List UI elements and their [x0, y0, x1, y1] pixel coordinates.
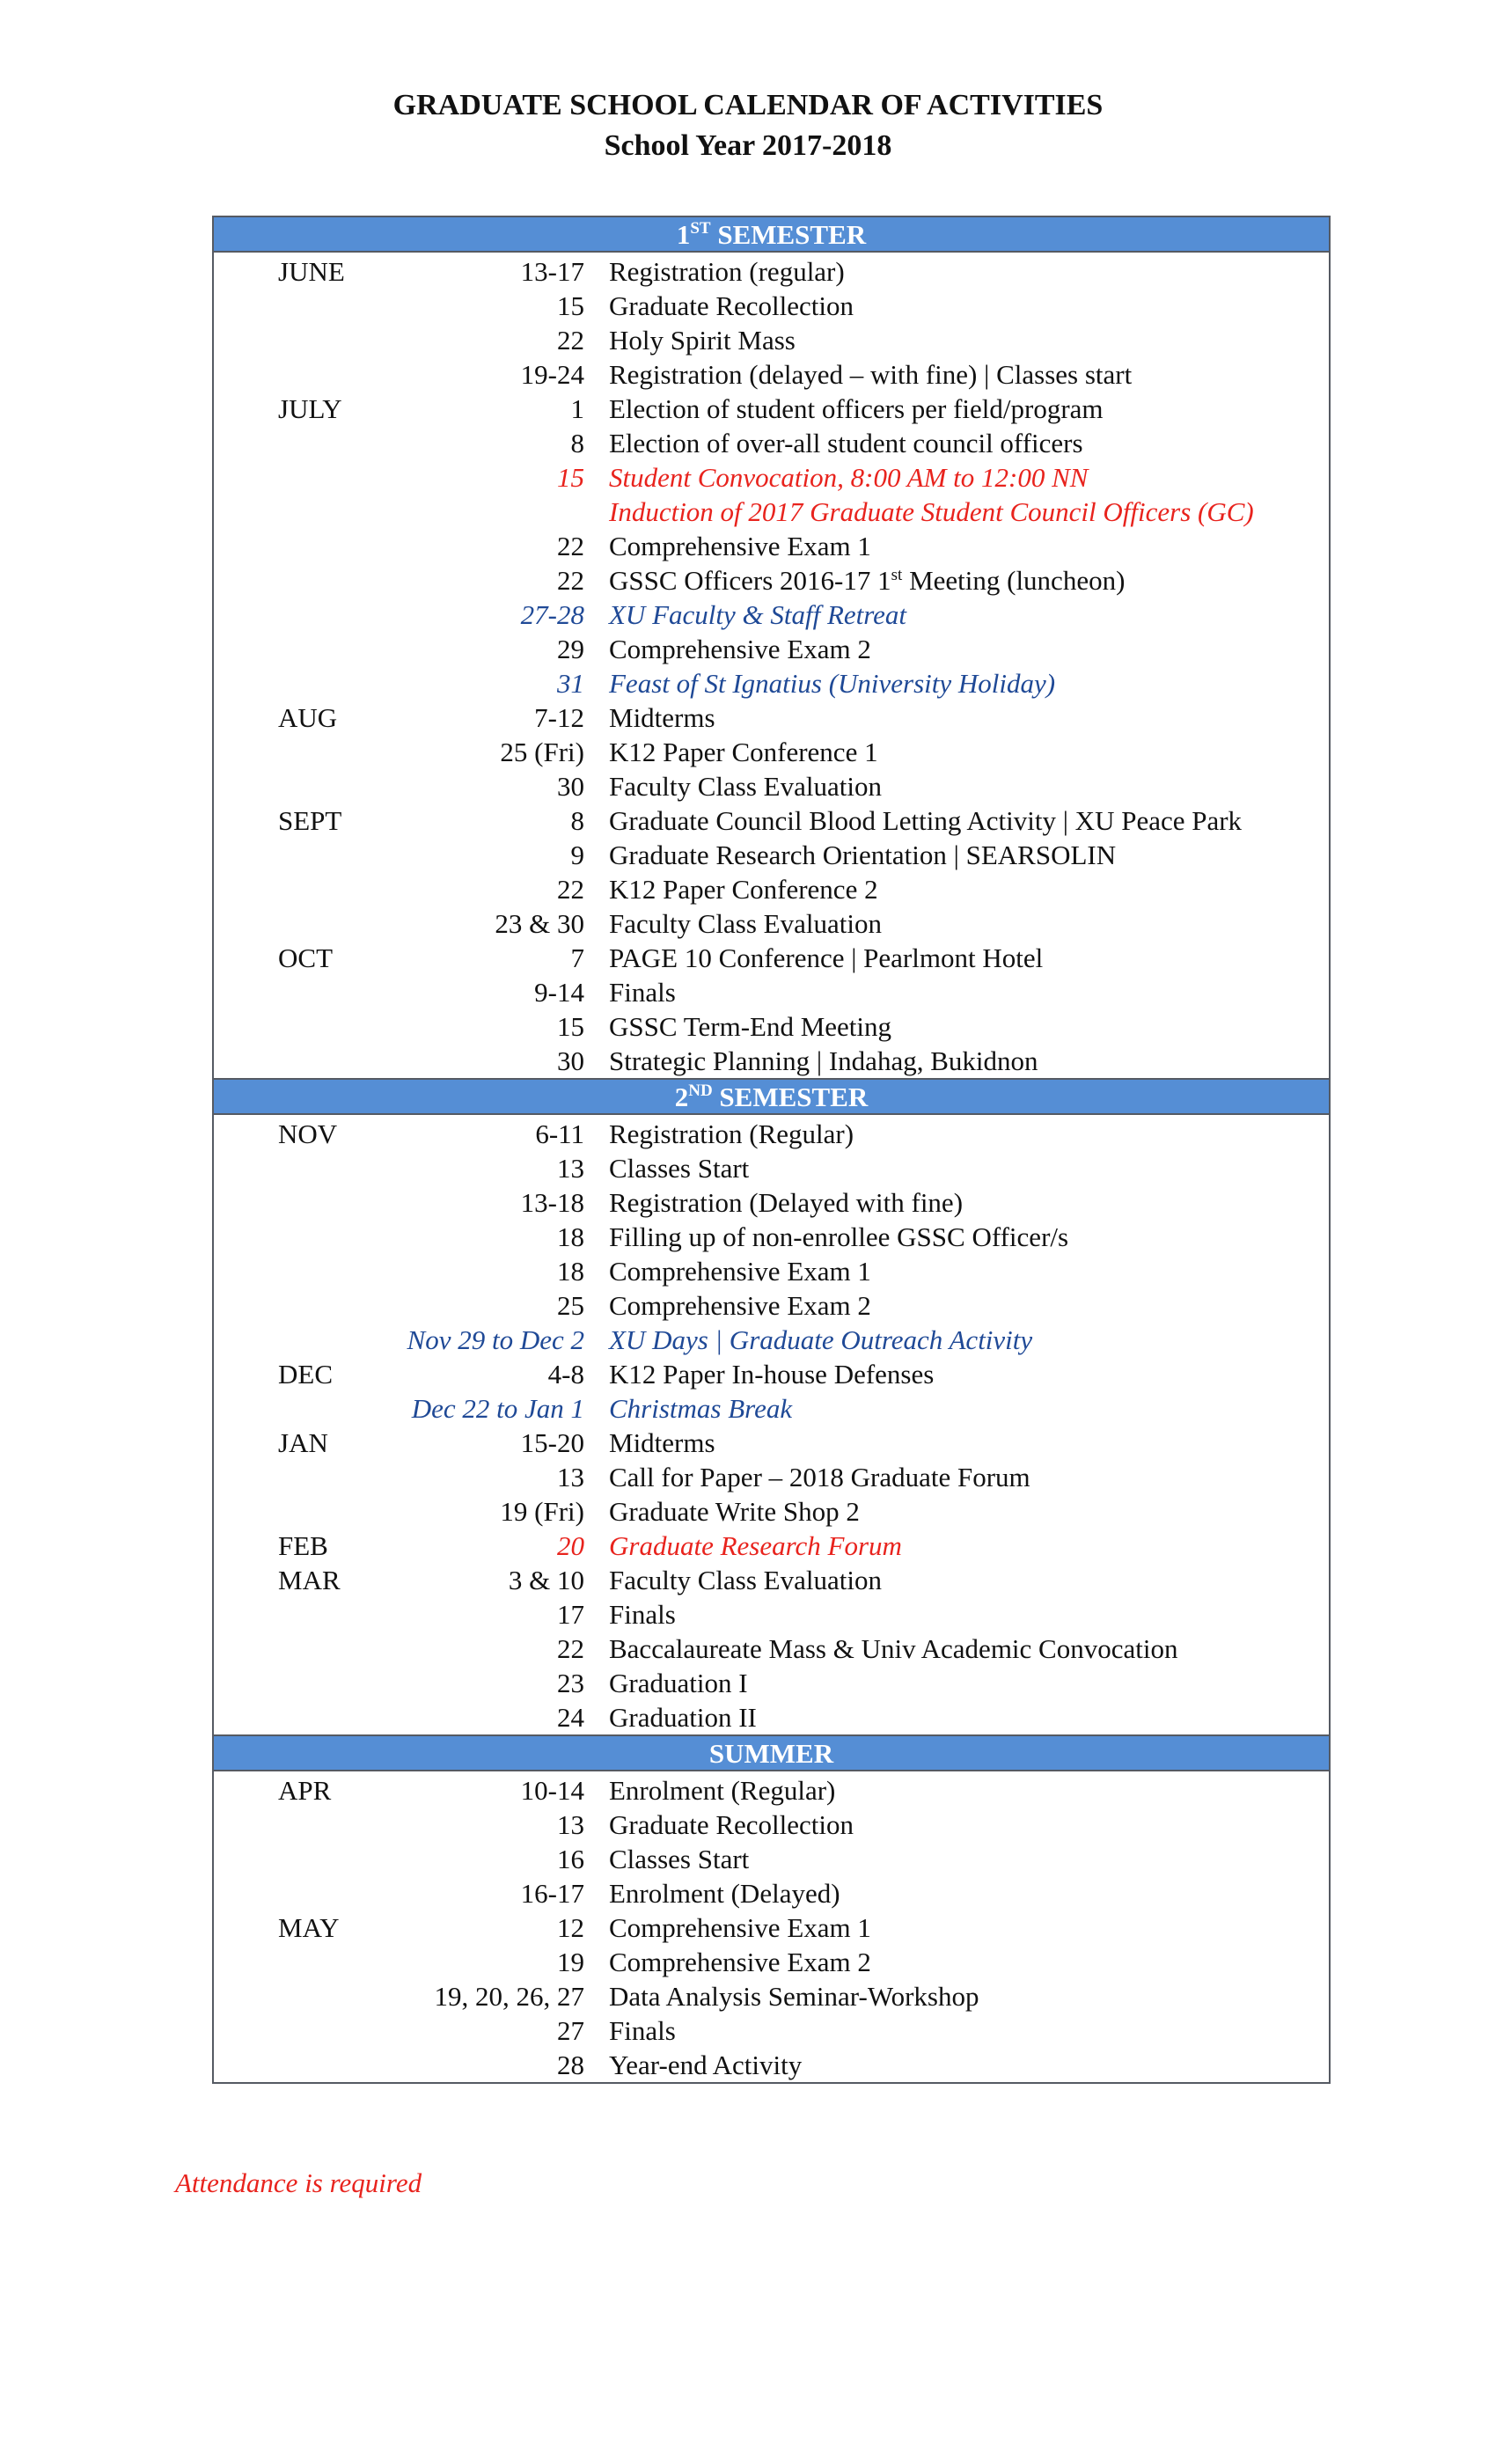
- month-cell: [214, 1808, 342, 1842]
- date-cell: 19-24: [520, 359, 584, 390]
- event-text: Student Convocation, 8:00 AM to 12:00 NN: [609, 462, 1089, 493]
- event-cell: [609, 838, 1329, 872]
- date-cell: 23: [557, 1668, 584, 1698]
- calendar-row: [214, 1185, 1329, 1220]
- calendar-row: [214, 392, 1329, 426]
- date-cell: 4-8: [547, 1359, 584, 1390]
- calendar-row: [214, 975, 1329, 1009]
- month-cell: [214, 426, 342, 460]
- semester-label: 1: [676, 219, 691, 250]
- month-cell: [214, 666, 342, 700]
- calendar-row: [214, 1357, 1329, 1391]
- date-cell: 15: [557, 462, 584, 493]
- calendar-row: [214, 735, 1329, 769]
- event-text: Graduate Council Blood Letting Activity | XU Peace Park: [609, 805, 1243, 836]
- semester-events: [214, 1115, 1329, 1736]
- calendar-row: [214, 2048, 1329, 2082]
- event-cell: [609, 769, 1329, 803]
- event-cell: [609, 563, 1329, 598]
- event-text: Comprehensive Exam 1: [609, 1912, 871, 1943]
- calendar-row: [214, 1773, 1329, 1808]
- month-cell: [214, 1044, 342, 1078]
- date-cell: 23 & 30: [495, 908, 584, 939]
- calendar-row: [214, 254, 1329, 289]
- month-cell: [214, 1842, 342, 1876]
- event-text: Graduate Research Orientation | SEARSOLIN: [609, 840, 1117, 870]
- event-text: Comprehensive Exam 2: [609, 634, 871, 664]
- event-cell: [609, 632, 1329, 666]
- event-text: GSSC Term-End Meeting: [609, 1011, 892, 1042]
- page-title: [0, 85, 1496, 166]
- month-cell: [214, 1460, 342, 1494]
- month-cell: [214, 632, 342, 666]
- event-cell: [609, 1666, 1329, 1700]
- event-cell: [609, 1945, 1329, 1979]
- calendar-row: [214, 529, 1329, 563]
- event-text: K12 Paper In-house Defenses: [609, 1359, 935, 1390]
- month-cell: [214, 1185, 342, 1220]
- month-cell: [214, 1151, 342, 1185]
- event-text: Call for Paper – 2018 Graduate Forum: [609, 1462, 1030, 1492]
- date-cell: 13: [557, 1153, 584, 1184]
- event-cell: [609, 1529, 1329, 1563]
- event-cell: [609, 941, 1329, 975]
- event-text: Finals: [609, 1599, 676, 1630]
- event-cell: [609, 666, 1329, 700]
- event-cell: [609, 495, 1329, 529]
- date-cell: 9: [570, 840, 584, 870]
- date-cell: 27: [557, 2015, 584, 2046]
- calendar-row: [214, 803, 1329, 838]
- date-cell: 27-28: [520, 599, 584, 630]
- month-cell: [214, 1632, 342, 1666]
- calendar-row: [214, 906, 1329, 941]
- calendar-title: GRADUATE SCHOOL CALENDAR OF ACTIVITIES: [392, 89, 1104, 121]
- calendar-row: [214, 598, 1329, 632]
- month-cell: [214, 2013, 342, 2048]
- month-cell: [214, 563, 342, 598]
- event-text: Faculty Class Evaluation: [609, 1565, 882, 1595]
- event-cell: [609, 323, 1329, 357]
- event-text: Data Analysis Seminar-Workshop: [609, 1981, 979, 2012]
- date-cell: 30: [557, 771, 584, 802]
- semester-label-suffix: SEMESTER: [712, 1082, 869, 1112]
- event-text: Enrolment (Delayed): [609, 1878, 840, 1909]
- event-cell: [609, 426, 1329, 460]
- calendar-row: [214, 1426, 1329, 1460]
- event-cell: [609, 1426, 1329, 1460]
- semester-events: [214, 253, 1329, 1080]
- event-cell: [609, 598, 1329, 632]
- event-cell: [609, 289, 1329, 323]
- calendar-row: [214, 632, 1329, 666]
- calendar-row: [214, 1529, 1329, 1563]
- month-cell: MAR: [278, 1565, 341, 1595]
- event-cell: [609, 1876, 1329, 1910]
- event-text: Comprehensive Exam 1: [609, 1256, 871, 1287]
- event-text: Registration (delayed – with fine) | Classes start: [609, 359, 1133, 390]
- event-cell: [609, 735, 1329, 769]
- event-text: Feast of St Ignatius (University Holiday): [609, 668, 1056, 699]
- month-cell: [214, 1391, 342, 1426]
- event-cell: [609, 2013, 1329, 2048]
- calendar-row: [214, 941, 1329, 975]
- date-cell: 22: [557, 874, 584, 905]
- date-cell: 1: [570, 393, 584, 424]
- event-cell: [609, 1910, 1329, 1945]
- event-cell: [609, 1185, 1329, 1220]
- date-cell: 24: [557, 1702, 584, 1733]
- calendar-row: [214, 289, 1329, 323]
- month-cell: FEB: [278, 1530, 328, 1561]
- month-cell: [214, 769, 342, 803]
- date-cell: 13: [557, 1809, 584, 1840]
- event-cell: [609, 975, 1329, 1009]
- date-cell: 20: [557, 1530, 584, 1561]
- month-cell: [214, 735, 342, 769]
- month-cell: [214, 872, 342, 906]
- calendar-row: [214, 1254, 1329, 1288]
- calendar-row: [214, 1700, 1329, 1734]
- date-cell: 22: [557, 565, 584, 596]
- event-text: Induction of 2017 Graduate Student Council Officers (GC): [609, 496, 1254, 527]
- event-cell: [609, 1391, 1329, 1426]
- date-cell: 19: [557, 1947, 584, 1977]
- month-cell: OCT: [278, 942, 333, 973]
- month-cell: [214, 1220, 342, 1254]
- event-text: Classes Start: [609, 1844, 750, 1874]
- event-text: Graduation I: [609, 1668, 748, 1698]
- calendar-row: [214, 1876, 1329, 1910]
- event-text: K12 Paper Conference 2: [609, 874, 878, 905]
- event-cell: [609, 2048, 1329, 2082]
- event-cell: [609, 1044, 1329, 1078]
- event-cell: [609, 1009, 1329, 1044]
- calendar-row: [214, 323, 1329, 357]
- date-cell: 19 (Fri): [500, 1496, 584, 1527]
- event-cell: [609, 1632, 1329, 1666]
- event-cell: [609, 1494, 1329, 1529]
- calendar-row: [214, 495, 1329, 529]
- date-cell: 8: [570, 428, 584, 458]
- event-text: Strategic Planning | Indahag, Bukidnon: [609, 1045, 1038, 1076]
- event-cell: [609, 700, 1329, 735]
- calendar-row: [214, 872, 1329, 906]
- event-text: Election of over-all student council officers: [609, 428, 1083, 458]
- month-cell: [214, 529, 342, 563]
- calendar-row: [214, 460, 1329, 495]
- event-cell: [609, 1117, 1329, 1151]
- calendar-row: [214, 1945, 1329, 1979]
- calendar-row: [214, 1220, 1329, 1254]
- date-cell: 9-14: [534, 977, 584, 1008]
- event-text: Comprehensive Exam 2: [609, 1290, 871, 1321]
- calendar-row: [214, 1494, 1329, 1529]
- event-text: Comprehensive Exam 1: [609, 531, 871, 561]
- month-cell: NOV: [278, 1118, 338, 1149]
- date-cell: 16: [557, 1844, 584, 1874]
- month-cell: [214, 838, 342, 872]
- calendar-row: [214, 1391, 1329, 1426]
- semester-label: SUMMER: [708, 1738, 834, 1769]
- calendar-row: [214, 1979, 1329, 2013]
- month-cell: AUG: [278, 702, 338, 733]
- date-cell: 25: [557, 1290, 584, 1321]
- semester-label-ordinal: ND: [688, 1082, 713, 1100]
- date-cell: 13: [557, 1462, 584, 1492]
- event-cell: [609, 1700, 1329, 1734]
- month-cell: [214, 323, 342, 357]
- event-cell: [609, 1254, 1329, 1288]
- semester-header: [214, 217, 1329, 253]
- calendar-row: [214, 1323, 1329, 1357]
- event-cell: [609, 1597, 1329, 1632]
- month-cell: [214, 906, 342, 941]
- event-cell: [609, 1808, 1329, 1842]
- month-cell: [214, 289, 342, 323]
- date-cell: 31: [557, 668, 584, 699]
- date-cell: 17: [557, 1599, 584, 1630]
- date-cell: 13-17: [520, 256, 584, 287]
- event-cell: [609, 872, 1329, 906]
- date-cell: 25 (Fri): [500, 737, 584, 767]
- event-cell: [609, 906, 1329, 941]
- event-text-after: Meeting (luncheon): [902, 565, 1126, 596]
- event-text: Filling up of non-enrollee GSSC Officer/s: [609, 1221, 1069, 1252]
- date-cell: 3 & 10: [508, 1565, 584, 1595]
- date-cell: 18: [557, 1221, 584, 1252]
- calendar-row: [214, 563, 1329, 598]
- calendar-row: [214, 1044, 1329, 1078]
- event-text: Graduate Recollection: [609, 290, 854, 321]
- date-cell: [342, 495, 609, 529]
- semester-label: 2: [674, 1082, 689, 1112]
- calendar-row: [214, 2013, 1329, 2048]
- semester-header: [214, 1736, 1329, 1771]
- event-text: Midterms: [609, 702, 715, 733]
- semester-label-ordinal: ST: [690, 219, 711, 238]
- month-cell: [214, 460, 342, 495]
- calendar-row: [214, 838, 1329, 872]
- calendar-row: [214, 1597, 1329, 1632]
- calendar-row: [214, 700, 1329, 735]
- month-cell: JAN: [278, 1427, 328, 1458]
- event-cell: [609, 803, 1329, 838]
- event-text: Baccalaureate Mass & Univ Academic Convocation: [609, 1633, 1178, 1664]
- event-cell: [609, 1288, 1329, 1323]
- date-cell: 30: [557, 1045, 584, 1076]
- calendar-row: [214, 1910, 1329, 1945]
- event-text: Faculty Class Evaluation: [609, 771, 882, 802]
- date-cell: 6-11: [535, 1118, 584, 1149]
- event-text: Faculty Class Evaluation: [609, 908, 882, 939]
- month-cell: [214, 357, 342, 392]
- month-cell: JULY: [278, 393, 342, 424]
- date-cell: 7-12: [534, 702, 584, 733]
- event-text: Holy Spirit Mass: [609, 325, 796, 356]
- date-cell: 22: [557, 325, 584, 356]
- month-cell: [214, 2048, 342, 2082]
- calendar-row: [214, 769, 1329, 803]
- date-cell: 8: [570, 805, 584, 836]
- event-text: Registration (Delayed with fine): [609, 1187, 964, 1218]
- event-text: Registration (regular): [609, 256, 845, 287]
- month-cell: [214, 1254, 342, 1288]
- semester-events: [214, 1771, 1329, 2082]
- event-ordinal: st: [891, 566, 903, 584]
- date-cell: 15-20: [520, 1427, 584, 1458]
- event-cell: [609, 357, 1329, 392]
- date-cell: 19, 20, 26, 27: [434, 1981, 584, 2012]
- event-text: Midterms: [609, 1427, 715, 1458]
- event-cell: [609, 254, 1329, 289]
- month-cell: [214, 1666, 342, 1700]
- calendar-row: [214, 1288, 1329, 1323]
- calendar-row: [214, 426, 1329, 460]
- event-text: Graduate Recollection: [609, 1809, 854, 1840]
- event-text: Graduation II: [609, 1702, 757, 1733]
- school-year: School Year 2017-2018: [604, 129, 892, 162]
- event-cell: [609, 1563, 1329, 1597]
- month-cell: DEC: [278, 1359, 333, 1390]
- calendar-row: [214, 357, 1329, 392]
- date-cell: Nov 29 to Dec 2: [407, 1324, 584, 1355]
- event-text: Christmas Break: [609, 1393, 793, 1424]
- event-cell: [609, 1357, 1329, 1391]
- calendar-row: [214, 1563, 1329, 1597]
- event-text: Comprehensive Exam 2: [609, 1947, 871, 1977]
- calendar-row: [214, 1151, 1329, 1185]
- date-cell: 28: [557, 2050, 584, 2080]
- month-cell: MAY: [278, 1912, 340, 1943]
- date-cell: 12: [557, 1912, 584, 1943]
- calendar-row: [214, 666, 1329, 700]
- month-cell: [214, 1945, 342, 1979]
- semester-label-suffix: SEMESTER: [710, 219, 867, 250]
- calendar-row: [214, 1009, 1329, 1044]
- event-text: Classes Start: [609, 1153, 750, 1184]
- month-cell: [214, 1288, 342, 1323]
- calendar-row: [214, 1842, 1329, 1876]
- event-cell: [609, 1842, 1329, 1876]
- calendar-row: [214, 1460, 1329, 1494]
- month-cell: SEPT: [278, 805, 342, 836]
- date-cell: Dec 22 to Jan 1: [411, 1393, 584, 1424]
- event-cell: [609, 460, 1329, 495]
- date-cell: 15: [557, 290, 584, 321]
- calendar-table: [212, 216, 1331, 2084]
- month-cell: [214, 975, 342, 1009]
- date-cell: 22: [557, 1633, 584, 1664]
- event-text: XU Days | Graduate Outreach Activity: [609, 1324, 1033, 1355]
- date-cell: 18: [557, 1256, 584, 1287]
- event-text: Finals: [609, 977, 676, 1008]
- calendar-row: [214, 1808, 1329, 1842]
- event-text: Enrolment (Regular): [609, 1775, 836, 1806]
- event-text: XU Faculty & Staff Retreat: [609, 599, 907, 630]
- calendar-row: [214, 1632, 1329, 1666]
- date-cell: 13-18: [520, 1187, 584, 1218]
- attendance-note: Attendance is required: [175, 2167, 422, 2198]
- event-text: PAGE 10 Conference | Pearlmont Hotel: [609, 942, 1044, 973]
- event-text: K12 Paper Conference 1: [609, 737, 878, 767]
- date-cell: 10-14: [520, 1775, 584, 1806]
- month-cell: [214, 495, 342, 529]
- event-cell: [609, 392, 1329, 426]
- month-cell: [214, 1009, 342, 1044]
- event-cell: [609, 1979, 1329, 2013]
- date-cell: 15: [557, 1011, 584, 1042]
- calendar-row: [214, 1117, 1329, 1151]
- event-text: Year-end Activity: [609, 2050, 803, 2080]
- month-cell: APR: [278, 1775, 332, 1806]
- event-cell: [609, 1220, 1329, 1254]
- event-text: Finals: [609, 2015, 676, 2046]
- month-cell: JUNE: [278, 256, 345, 287]
- month-cell: [214, 1597, 342, 1632]
- date-cell: 29: [557, 634, 584, 664]
- event-text: Graduate Write Shop 2: [609, 1496, 860, 1527]
- event-cell: [609, 1460, 1329, 1494]
- event-cell: [609, 529, 1329, 563]
- month-cell: [214, 1323, 342, 1357]
- date-cell: 22: [557, 531, 584, 561]
- month-cell: [214, 1979, 342, 2013]
- month-cell: [214, 1876, 342, 1910]
- date-cell: 16-17: [520, 1878, 584, 1909]
- semester-header: [214, 1080, 1329, 1115]
- event-cell: [609, 1151, 1329, 1185]
- event-text: Election of student officers per field/program: [609, 393, 1104, 424]
- event-text: GSSC Officers 2016-17 1: [609, 565, 891, 596]
- month-cell: [214, 1700, 342, 1734]
- month-cell: [214, 1494, 342, 1529]
- event-text: Registration (Regular): [609, 1118, 854, 1149]
- event-text: Graduate Research Forum: [609, 1530, 902, 1561]
- event-cell: [609, 1323, 1329, 1357]
- event-cell: [609, 1773, 1329, 1808]
- calendar-row: [214, 1666, 1329, 1700]
- month-cell: [214, 598, 342, 632]
- date-cell: 7: [570, 942, 584, 973]
